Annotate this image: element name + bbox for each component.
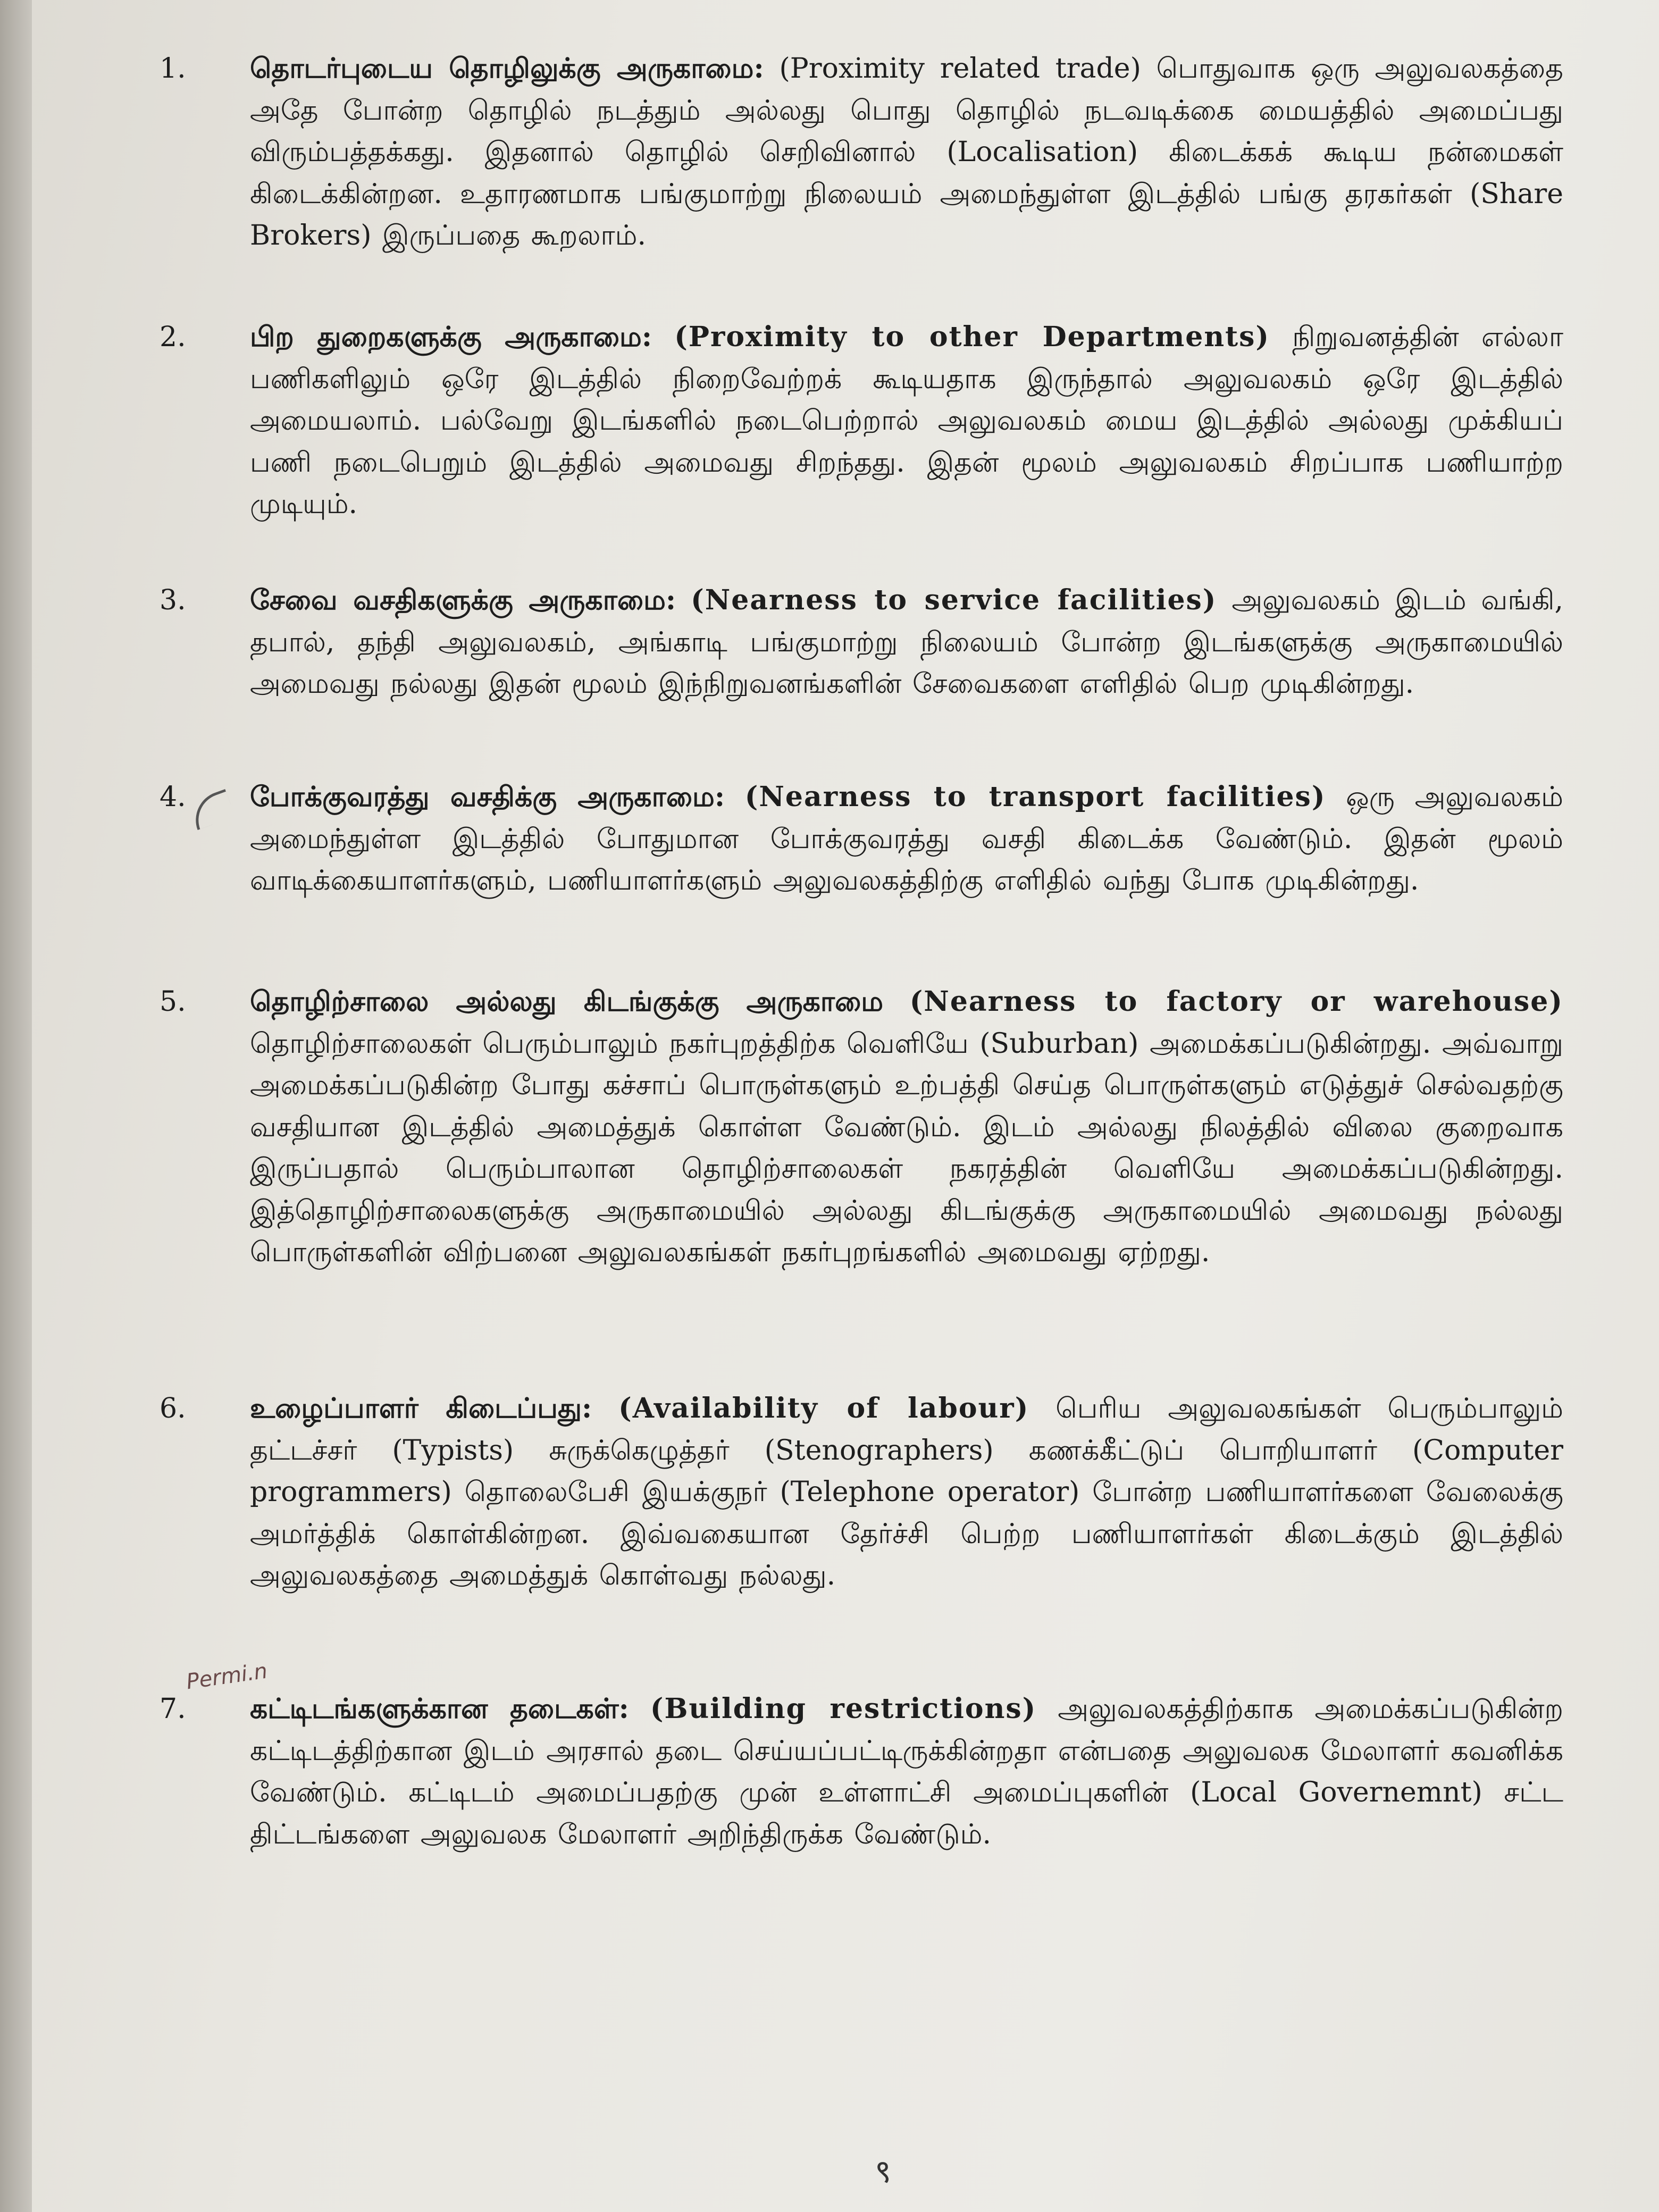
item-heading: போக்குவரத்து வசதிக்கு அருகாமை:	[250, 781, 725, 813]
item-text: அலுவலகத்திற்காக அமைக்கப்படுகின்ற கட்டிடத்திற்கான இடம் அரசால் தடை செய்யப்பட்டிருக்கின்றதா என்பதை அலுவலக மேலாளர் கவனிக்க வேண்டும். கட்டிடம் அமைப்பதற்கு முன் உள்ளாட்சி அமைப்புகளின் (Local Governemnt) சட்ட திட்டங்களை அலுவலக மேலாளர் அறிந்திருக்க வேண்டும்.	[250, 1693, 1563, 1850]
item-text: பொதுவாக ஒரு அலுவலகத்தை அதே போன்ற தொழில் நடத்தும் அல்லது பொது தொழில் நடவடிக்கை மையத்தில் அமைப்பது விரும்பத்தக்கது. இதனால் தொழில் செறிவினால் (Localisation) கிடைக்கக் கூடிய நன்மைகள் கிடைக்கின்றன. உதாரணமாக பங்குமாற்று நிலையம் அமைந்துள்ள இடத்தில் பங்கு தரகர்கள் (Share Brokers) இருப்பதை கூறலாம்.	[250, 53, 1564, 252]
item-number: 5.	[160, 986, 186, 1018]
page-number: ९	[875, 2153, 892, 2190]
item-heading-english: (Nearness to transport facilities)	[744, 781, 1326, 813]
item-heading: கட்டிடங்களுக்கான தடைகள்:	[250, 1692, 629, 1725]
list-item-5	[160, 981, 1563, 1273]
item-number: 7.	[160, 1693, 186, 1725]
list-item-6	[160, 1388, 1563, 1597]
item-number: 1.	[160, 53, 186, 85]
item-heading-english: (Building restrictions)	[650, 1692, 1037, 1725]
item-heading: பிற துறைகளுக்கு அருகாமை:	[250, 321, 652, 353]
item-text: அலுவலகம் இடம் வங்கி, தபால், தந்தி அலுவலகம், அங்காடி பங்குமாற்று நிலையம் போன்ற இடங்களுக்கு அருகாமையில் அமைவது நல்லது இதன் மூலம் இந்நிறுவனங்களின் சேவைகளை எளிதில் பெற முடிகின்றது.	[250, 584, 1563, 700]
item-body	[250, 316, 1563, 525]
item-heading-english: (Proximity to other Departments)	[674, 321, 1270, 353]
binding-edge	[0, 0, 32, 2212]
item-heading: தொழிற்சாலை அல்லது கிடங்குக்கு அருகாமை	[250, 985, 884, 1018]
item-heading: சேவை வசதிகளுக்கு அருகாமை:	[250, 584, 676, 616]
handwritten-margin-note: Permi.n	[185, 1658, 269, 1695]
item-body	[250, 48, 1563, 257]
item-heading: உழைப்பாளர் கிடைப்பது:	[250, 1392, 592, 1425]
list-item-1	[160, 48, 1563, 257]
item-body	[250, 1388, 1563, 1597]
list-item-7	[160, 1688, 1563, 1855]
item-body	[250, 981, 1563, 1273]
item-text: ஒரு அலுவலகம் அமைந்துள்ள இடத்தில் போதுமான போக்குவரத்து வசதி கிடைக்க வேண்டும். இதன் மூலம் வாடிக்கையாளர்களும், பணியாளர்களும் அலுவலகத்திற்கு எளிதில் வந்து போக முடிகின்றது.	[250, 781, 1563, 896]
item-heading-english: (Nearness to factory or warehouse)	[909, 985, 1563, 1018]
document-page	[32, 0, 1659, 2212]
item-text: பெரிய அலுவலகங்கள் பெரும்பாலும் தட்டச்சர் (Typists) சுருக்கெழுத்தர் (Stenographers) கணக்கீட்டுப் பொறியாளர் (Computer programmers) தொலைபேசி இயக்குநர் (Telephone operator) போன்ற பணியாளர்களை வேலைக்கு அமர்த்திக் கொள்கின்றன. இவ்வகையான தேர்ச்சி பெற்ற பணியாளர்கள் கிடைக்கும் இடத்தில் அலுவலகத்தை அமைத்துக் கொள்வது நல்லது.	[250, 1393, 1564, 1591]
item-text: நிறுவனத்தின் எல்லா பணிகளிலும் ஒரே இடத்தில் நிறைவேற்றக் கூடியதாக இருந்தால் அலுவலகம் ஒரே இடத்தில் அமையலாம். பல்வேறு இடங்களில் நடைபெற்றால் அலுவலகம் மைய இடத்தில் அல்லது முக்கியப் பணி நடைபெறும் இடத்தில் அமைவது சிறந்தது. இதன் மூலம் அலுவலகம் சிறப்பாக பணியாற்ற முடியும்.	[250, 321, 1564, 520]
item-heading: தொடர்புடைய தொழிலுக்கு அருகாமை:	[250, 52, 764, 85]
item-number: 6.	[160, 1393, 186, 1425]
item-heading-english: (Proximity related trade)	[779, 53, 1141, 85]
item-body	[250, 580, 1563, 705]
item-heading-english: (Availability of labour)	[618, 1392, 1029, 1425]
list-item-2	[160, 316, 1563, 525]
item-number: 4.	[160, 781, 186, 813]
list-item-4	[160, 776, 1563, 902]
item-number: 2.	[160, 321, 186, 353]
item-text: தொழிற்சாலைகள் பெரும்பாலும் நகர்புறத்திற்க வெளியே (Suburban) அமைக்கப்படுகின்றது. அவ்வாறு அமைக்கப்படுகின்ற போது கச்சாப் பொருள்களும் உற்பத்தி செய்த பொருள்களும் எடுத்துச் செல்வதற்கு வசதியான இடத்தில் அமைத்துக் கொள்ள வேண்டும். இடம் அல்லது நிலத்தில் விலை குறைவாக இருப்பதால் பெரும்பாலான தொழிற்சாலைகள் நகரத்தின் வெளியே அமைக்கப்படுகின்றது. இத்தொழிற்சாலைகளுக்கு அருகாமையில் அல்லது கிடங்குக்கு அருகாமையில் அமைவது நல்லது பொருள்களின் விற்பனை அலுவலகங்கள் நகர்புறங்களில் அமைவது ஏற்றது.	[250, 1027, 1563, 1268]
item-heading-english: (Nearness to service facilities)	[691, 584, 1217, 616]
list-item-3	[160, 580, 1563, 705]
item-number: 3.	[160, 584, 186, 616]
item-body	[250, 1688, 1563, 1855]
item-body	[250, 776, 1563, 902]
